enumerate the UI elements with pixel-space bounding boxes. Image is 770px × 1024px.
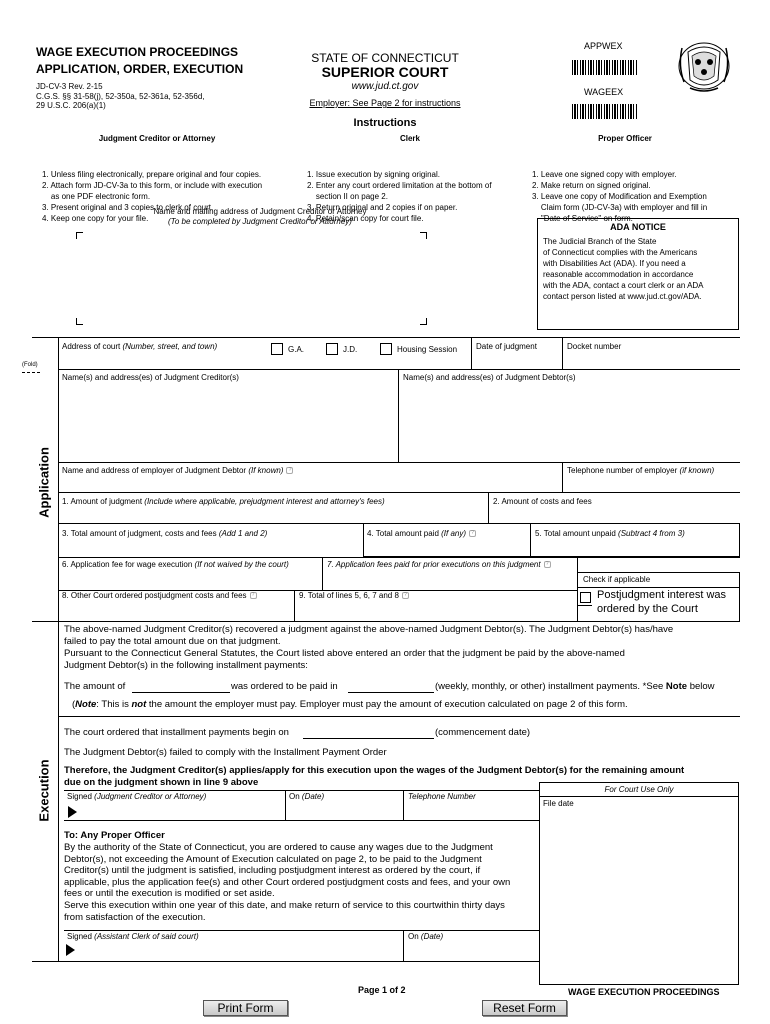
amount-of-label: The amount of xyxy=(64,681,126,692)
line-1-label: 1. Amount of judgment (Include where applicable, prejudgment interest and attorney's fees) xyxy=(62,497,385,506)
officer-instructions-list: 1. Leave one signed copy with employer. 2. Make return on signed original. 3. Leave one copy of Modification and Exemption Claim form (JD-CV-3a) with employer and fill in "Date of Service" on form. xyxy=(532,170,708,223)
help-icon[interactable]: ? xyxy=(469,530,476,537)
housing-checkbox[interactable] xyxy=(380,343,392,355)
instructions-title: Instructions xyxy=(353,117,417,129)
weekly-label: (weekly, monthly, or other) installment payments. *See Note below xyxy=(435,681,715,692)
ga-checkbox[interactable] xyxy=(271,343,283,355)
cell-border xyxy=(471,337,472,369)
line-7-label: 7. Application fees paid for prior executions on this judgment ? xyxy=(327,560,551,569)
date-of-judgment-label: Date of judgment xyxy=(476,342,537,351)
officer-order-text: By the authority of the State of Connecticut, you are ordered to cause any wages due to the Judgment Debtor(s), not exceeding the Amount of Execution calculated on page 2, to be paid to the Judgment Creditor(s) until the judgment is satisfied, including postjudgment interest as ordered by the court, if applicable, plus the application fee(s) and other Court ordered postjudgment costs and fees, and your own fees or until the execution is modified or set aside. Serve this execution within one year of this date, and make return of service to this courtwithin thirty days from satisfaction of the execution. xyxy=(64,842,511,923)
application-side-label: Application xyxy=(36,447,52,518)
fold-label: (Fold) xyxy=(22,362,38,368)
state-name: STATE OF CONNECTICUT xyxy=(311,51,459,65)
line-3-label: 3. Total amount of judgment, costs and fees (Add 1 and 2) xyxy=(62,529,268,538)
row-border xyxy=(577,587,740,588)
telephone-label: Telephone Number xyxy=(408,792,476,801)
mailing-address-field[interactable] xyxy=(86,240,416,316)
signed-clerk-label: Signed (Assistant Clerk of said court) xyxy=(67,932,199,941)
line-5-label: 5. Total amount unpaid (Subtract 4 from 3) xyxy=(535,529,685,538)
cell-border xyxy=(530,523,531,557)
form-number: JD-CV-3 Rev. 2-15 xyxy=(36,82,103,91)
line-8-label: 8. Other Court ordered postjudgment costs and fees ? xyxy=(62,591,257,600)
court-use-box xyxy=(539,782,739,985)
line-2-label: 2. Amount of costs and fees xyxy=(493,497,592,506)
page-number: Page 1 of 2 xyxy=(358,985,406,995)
line-4-label: 4. Total amount paid (If any) ? xyxy=(367,529,476,538)
creditors-label: Name(s) and address(es) of Judgment Creditor(s) xyxy=(62,373,239,382)
row-border xyxy=(539,796,739,797)
row-border xyxy=(64,790,539,791)
court-website: www.jud.ct.gov xyxy=(351,81,419,92)
cell-border xyxy=(322,557,323,590)
form-title-1: WAGE EXECUTION PROCEEDINGS xyxy=(36,45,239,59)
row-border xyxy=(58,716,740,717)
row-border xyxy=(64,930,539,931)
cell-border xyxy=(562,337,563,369)
corner-mark xyxy=(420,232,427,239)
cell-border xyxy=(488,492,489,523)
employer-note: (Note: This is not the amount the employer must pay. Employer must pay the amount of execution calculated on page 2 of this form. xyxy=(72,699,628,710)
line-6-label: 6. Application fee for wage execution (If not waived by the court) xyxy=(62,560,289,569)
docket-number-label: Docket number xyxy=(567,342,622,351)
mailing-note: (To be completed by Judgment Creditor or Attorney) xyxy=(168,217,352,226)
footer-form-name: WAGE EXECUTION PROCEEDINGS xyxy=(568,987,720,997)
commencement-date-field[interactable] xyxy=(303,728,434,739)
employer-instructions-link[interactable]: Employer: See Page 2 for instructions xyxy=(309,98,461,108)
employer-phone-label: Telephone number of employer (if known) xyxy=(567,466,715,475)
check-if-applicable-label: Check if applicable xyxy=(583,575,651,584)
jd-label: J.D. xyxy=(343,345,358,354)
postjudgment-interest-checkbox[interactable] xyxy=(580,592,591,603)
line-9-label: 9. Total of lines 5, 6, 7 and 8 ? xyxy=(299,591,409,600)
commencement-label: (commencement date) xyxy=(435,727,531,738)
cell-border xyxy=(562,462,563,492)
employer-label: Name and address of employer of Judgment Debtor (If known) ? xyxy=(62,466,293,475)
code-appwex: APPWEX xyxy=(584,41,623,51)
file-date-label: File date xyxy=(543,799,574,808)
section-border xyxy=(32,621,740,622)
row-border xyxy=(58,557,740,558)
court-use-label: For Court Use Only xyxy=(604,785,674,794)
failed-label: The Judgment Debtor(s) failed to comply with the Installment Payment Order xyxy=(64,747,387,758)
cell-border xyxy=(577,557,578,621)
ada-text: The Judicial Branch of the State of Connecticut complies with the Americans with Disabilities Act (ADA). If you need a reasonable accommodation in accordance with the ADA, contact a court clerk or an ADA contact person listed at www.jud.ct.gov/ADA. xyxy=(543,237,704,301)
begin-label: The court ordered that installment payments begin on xyxy=(64,727,289,738)
fold-line xyxy=(22,372,40,373)
corner-mark xyxy=(76,232,83,239)
jd-checkbox[interactable] xyxy=(326,343,338,355)
sign-here-arrow-icon xyxy=(66,944,75,956)
section-border xyxy=(58,621,59,961)
therefore-text: Therefore, the Judgment Creditor(s) applies/apply for this execution upon the wages of the Judgment Debtor(s) for the remaining amount due on the judgment shown in line 9 above xyxy=(64,765,685,788)
court-name: SUPERIOR COURT xyxy=(321,64,449,80)
mailing-label: Name and mailing address of Judgment Creditor or Attorney xyxy=(153,207,367,216)
clerk-instructions-list: 1. Issue execution by signing original. 2. Enter any court ordered limitation at the bottom of section II on page 2. 3. Return original and 2 copies if on paper. 4. Retain/scan copy for court file. xyxy=(307,170,492,223)
row-border xyxy=(58,369,740,370)
row-border xyxy=(58,492,740,493)
execution-side-label: Execution xyxy=(36,759,52,822)
state-seal-icon xyxy=(674,38,734,94)
on-date-label: On (Date) xyxy=(289,792,325,801)
help-icon[interactable]: ? xyxy=(250,592,257,599)
execution-intro: The above-named Judgment Creditor(s) recovered a judgment against the above-named Judgment Debtor(s). The Judgment Debtor(s) has/have failed to pay the total amount due on that judgment. Pursuant to the Connecticut General Statutes, the Court listed above entered an order that the judgment be paid by the above-named Judgment Debtor(s) in the following installment payments: xyxy=(64,624,674,671)
code-wageex: WAGEEX xyxy=(584,87,624,97)
housing-label: Housing Session xyxy=(397,345,458,354)
section-border xyxy=(58,337,59,621)
sign-here-arrow-icon xyxy=(68,806,77,818)
signed-creditor-label: Signed (Judgment Creditor or Attorney) xyxy=(67,792,207,801)
creditor-instructions-list: 1. Unless filing electronically, prepare original and four copies. 2. Attach form JD-CV-3a to this form, or include with execution as one PDF electronic form. 3. Present original and 3 copies to clerk of court. 4. Keep one copy for your file. xyxy=(42,170,263,223)
ordered-label: was ordered to be paid in xyxy=(231,681,338,692)
row-border xyxy=(32,961,539,962)
cell-border xyxy=(285,790,286,820)
to-officer-heading: To: Any Proper Officer xyxy=(64,830,165,841)
cell-border xyxy=(294,590,295,621)
form-title-2: APPLICATION, ORDER, EXECUTION xyxy=(36,62,244,76)
ada-title: ADA NOTICE xyxy=(610,222,666,232)
postjudgment-label-2: ordered by the Court xyxy=(597,603,698,615)
corner-mark xyxy=(76,318,83,325)
help-icon[interactable]: ? xyxy=(402,592,409,599)
ga-label: G.A. xyxy=(288,345,305,354)
court-address-label: Address of court (Number, street, and town) xyxy=(62,342,218,351)
installment-frequency-field[interactable] xyxy=(348,682,434,693)
statutes-1: C.G.S. §§ 31-58(j), 52-350a, 52-361a, 52-356d, xyxy=(36,92,205,101)
clerk-instructions-head: Clerk xyxy=(399,134,420,143)
row-border xyxy=(577,605,592,606)
help-icon[interactable]: ? xyxy=(286,467,293,474)
statutes-2: 29 U.S.C. 206(a)(1) xyxy=(36,101,106,110)
row-border xyxy=(577,572,740,573)
cell-border xyxy=(398,369,399,462)
creditor-signature-field[interactable] xyxy=(80,801,280,819)
corner-mark xyxy=(420,318,427,325)
row-border xyxy=(64,820,539,821)
reset-form-button[interactable]: Reset Form xyxy=(482,1000,567,1016)
creditor-instructions-head: Judgment Creditor or Attorney xyxy=(98,134,216,143)
barcode-appwex xyxy=(572,60,638,75)
postjudgment-label-1: Postjudgment interest was xyxy=(597,589,727,601)
cell-border xyxy=(403,930,404,961)
row-border xyxy=(58,462,740,463)
cell-border xyxy=(739,572,740,621)
clerk-signature-field[interactable] xyxy=(80,940,400,960)
barcode-wageex xyxy=(572,104,638,119)
section-border xyxy=(32,337,740,338)
installment-amount-field[interactable] xyxy=(132,682,230,693)
print-form-button[interactable]: Print Form xyxy=(203,1000,288,1016)
help-icon[interactable]: ? xyxy=(544,561,551,568)
cell-border xyxy=(403,790,404,820)
clerk-date-label: On (Date) xyxy=(408,932,444,941)
officer-instructions-head: Proper Officer xyxy=(598,134,652,143)
debtors-label: Name(s) and address(es) of Judgment Debtor(s) xyxy=(403,373,576,382)
